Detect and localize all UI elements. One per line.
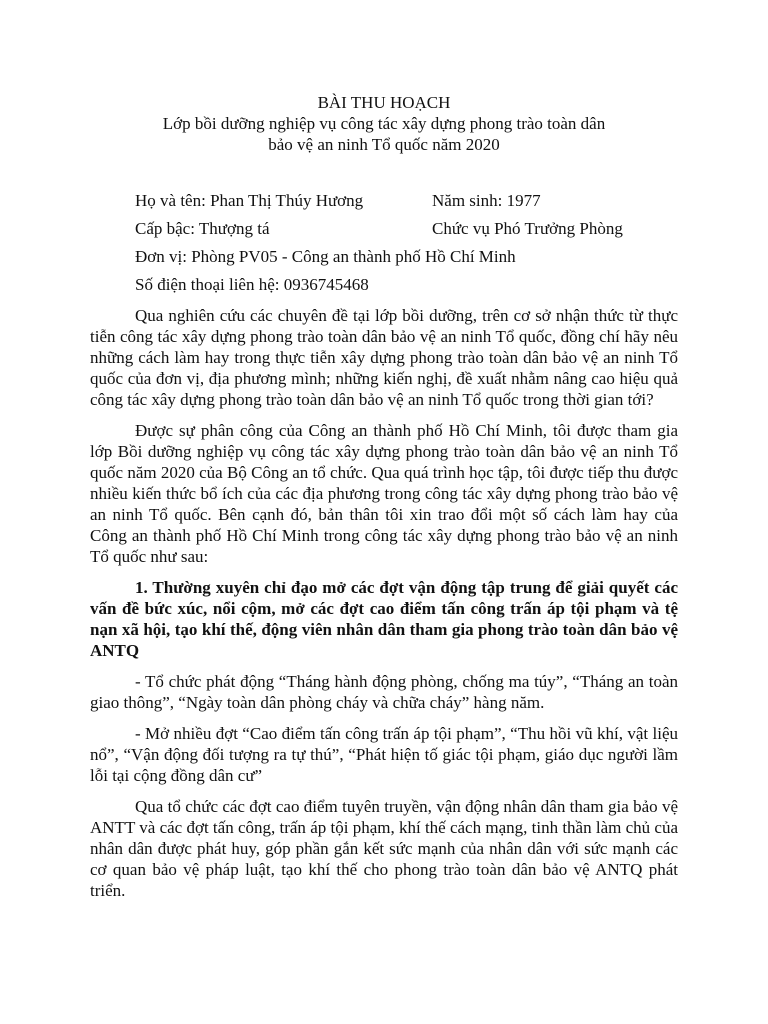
info-name: Họ và tên: Phan Thị Thúy Hương bbox=[135, 191, 364, 210]
info-unit: Đơn vị: Phòng PV05 - Công an thành phố Hồ Chí Minh bbox=[135, 247, 516, 266]
info-position: Chức vụ Phó Trưởng Phòng bbox=[432, 219, 623, 238]
document-title: BÀI THU HOẠCH bbox=[317, 93, 451, 112]
info-row-name bbox=[135, 187, 678, 215]
info-row-rank bbox=[135, 215, 678, 243]
question-paragraph: Qua nghiên cứu các chuyên đề tại lớp bồi dưỡng, trên cơ sở nhận thức từ thực tiễn công tác xây dựng phong trào toàn dân bảo vệ an ninh Tổ quốc, đồng chí hãy nêu những cách làm hay trong thực tiễn xây dựng phong trào toàn dân bảo vệ an ninh Tổ quốc của đơn vị, địa phương mình; những kiến nghị, đề xuất nhằm nâng cao hiệu quả công tác xây dựng phong trào toàn dân bảo vệ an ninh Tổ quốc trong thời gian tới? bbox=[90, 306, 678, 409]
info-rank: Cấp bậc: Thượng tá bbox=[135, 219, 270, 238]
info-birth-year: Năm sinh: 1977 bbox=[432, 191, 541, 210]
info-phone: Số điện thoại liên hệ: 0936745468 bbox=[135, 275, 369, 294]
personal-info bbox=[90, 187, 678, 299]
bullet-item-1: - Tổ chức phát động “Tháng hành động phòng, chống ma túy”, “Tháng an toàn giao thông”, “Ngày toàn dân phòng cháy và chữa cháy” hàng năm. bbox=[90, 672, 678, 712]
intro-paragraph: Được sự phân công của Công an thành phố Hồ Chí Minh, tôi được tham gia lớp Bồi dưỡng nghiệp vụ công tác xây dựng phong trào toàn dân bảo vệ an ninh Tổ quốc năm 2020 của Bộ Công an tổ chức. Qua quá trình học tập, tôi được tiếp thu được nhiều kiến thức bổ ích của các địa phương trong công tác xây dựng phong trào bảo vệ an ninh Tổ quốc. Bên cạnh đó, bản thân tôi xin trao đổi một số cách làm hay của Công an thành phố Hồ Chí Minh trong công tác xây dựng phong trào bảo vệ an ninh Tổ quốc như sau: bbox=[90, 421, 678, 566]
section-1-heading: 1. Thường xuyên chỉ đạo mở các đợt vận động tập trung để giải quyết các vấn đề bức xúc, nổi cộm, mở các đợt cao điểm tấn công trấn áp tội phạm và tệ nạn xã hội, tạo khí thế, động viên nhân dân tham gia phong trào toàn dân bảo vệ ANTQ bbox=[90, 578, 678, 660]
closing-paragraph: Qua tổ chức các đợt cao điểm tuyên truyền, vận động nhân dân tham gia bảo vệ ANTT và các đợt tấn công, trấn áp tội phạm, khí thế cách mạng, tinh thần làm chủ của nhân dân được phát huy, góp phần gắn kết sức mạnh của nhân dân với sức mạnh các cơ quan bảo vệ pháp luật, tạo khí thế cho phong trào toàn dân bảo vệ ANTQ phát triển. bbox=[90, 797, 678, 900]
document-subtitle: Lớp bồi dưỡng nghiệp vụ công tác xây dựng phong trào toàn dân bảo vệ an ninh Tổ quốc năm 2020 bbox=[162, 114, 606, 154]
info-row-phone bbox=[135, 271, 678, 299]
bullet-item-2: - Mở nhiều đợt “Cao điểm tấn công trấn áp tội phạm”, “Thu hồi vũ khí, vật liệu nổ”, “Vận động đối tượng ra tự thú”, “Phát hiện tố giác tội phạm, giáo dục người lầm lỗi tại cộng đồng dân cư” bbox=[90, 724, 678, 785]
info-row-unit bbox=[135, 243, 678, 271]
